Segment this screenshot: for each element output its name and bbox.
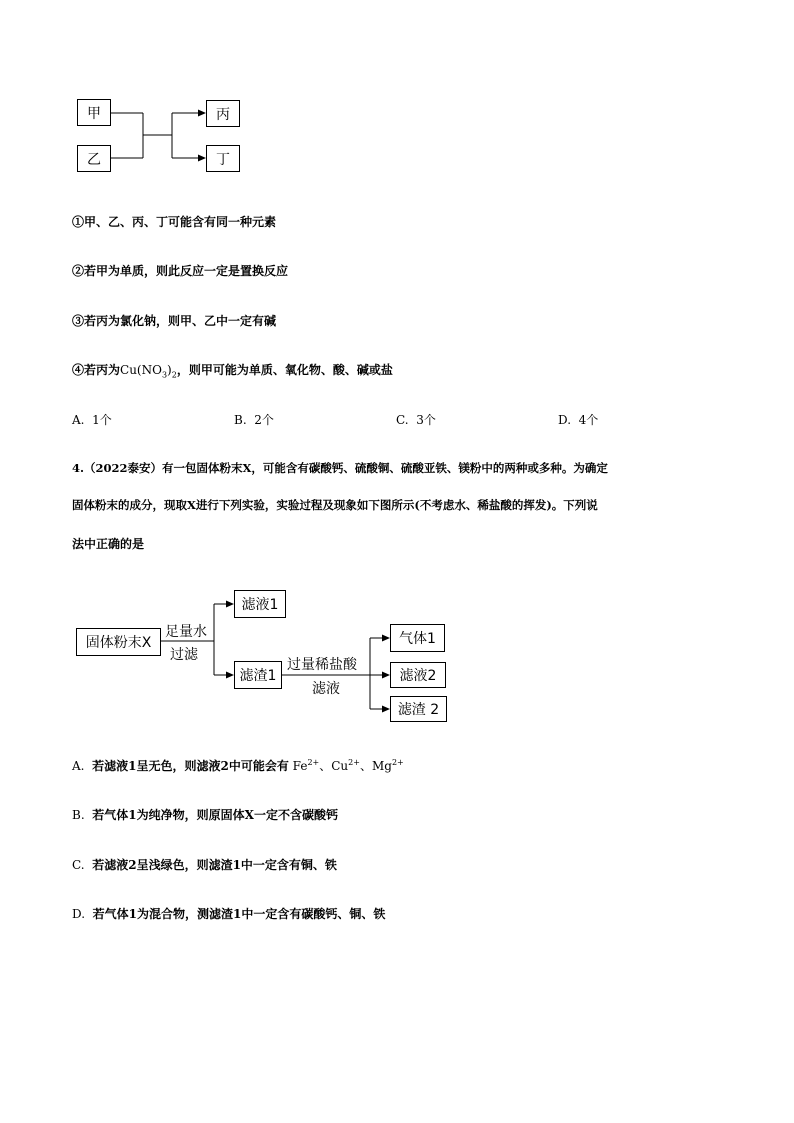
option-letter: B.	[234, 413, 247, 427]
box-filtrate-2: 滤液2	[390, 662, 446, 688]
answer-text: 若气体1为纯净物，则原固体X一定不含碳酸钙	[92, 808, 338, 822]
answer-letter: B.	[72, 808, 85, 822]
formula-sub: 3	[161, 370, 168, 380]
option-text: 3个	[416, 413, 436, 427]
statement-4-prefix: ④若丙为	[72, 363, 121, 377]
answer-b	[72, 806, 338, 823]
separator: 、	[359, 759, 372, 773]
statement-3: ③若丙为氯化钠，则甲、乙中一定有碱	[72, 314, 277, 328]
option-text: 2个	[254, 413, 274, 427]
answer-text: 若滤液2呈浅绿色，则滤渣1中一定含有铜、铁	[92, 858, 337, 872]
box-gas-1: 气体1	[390, 624, 445, 652]
option-letter: A.	[72, 413, 85, 427]
box-residue-2: 滤渣 2	[390, 696, 447, 722]
answer-letter: D.	[72, 907, 86, 921]
separator: 、	[319, 759, 332, 773]
question-4-line-2: 固体粉末的成分，现取X进行下列实验，实验过程及现象如下图所示(不考虑水、稀盐酸的挥发)。下列说	[72, 498, 598, 512]
box-jia: 甲	[77, 99, 111, 126]
box-solid-powder-x: 固体粉末X	[76, 628, 161, 656]
formula-part: Cu(NO	[120, 363, 162, 377]
option-text: 1个	[92, 413, 112, 427]
ion-cu	[331, 759, 360, 773]
answer-letter: C.	[72, 858, 85, 872]
statement-4-rest: ，则甲可能为单质、氧化物、酸、碱或盐	[176, 363, 393, 377]
box-yi: 乙	[77, 145, 111, 172]
formula-sub: 2	[171, 370, 177, 380]
answer-d	[72, 905, 385, 922]
label-filter: 过滤	[170, 647, 198, 663]
ion-fe	[293, 759, 320, 773]
box-bing: 丙	[206, 100, 240, 127]
option-letter: C.	[396, 413, 409, 427]
option-letter: D.	[558, 413, 572, 427]
option-text: 4个	[578, 413, 599, 427]
statement-1: ①甲、乙、丙、丁可能含有同一种元素	[72, 215, 277, 229]
label-sufficient-water: 足量水	[165, 624, 207, 640]
question-4-line-1: 4.（2022泰安）有一包固体粉末X，可能含有碳酸钙、硫酸铜、硫酸亚铁、镁粉中的两种或多种。为确定	[72, 461, 608, 475]
ion-symbol: Mg	[371, 759, 392, 773]
ion-charge: 2+	[307, 758, 320, 767]
label-excess-hcl: 过量稀盐酸	[287, 657, 357, 673]
ion-symbol: Cu	[331, 759, 349, 773]
box-ding: 丁	[206, 145, 240, 172]
question-4-line-3: 法中正确的是	[72, 537, 145, 551]
statement-2: ②若甲为单质，则此反应一定是置换反应	[72, 264, 289, 278]
answer-c	[72, 856, 337, 873]
ion-charge: 2+	[391, 758, 404, 767]
answer-text: 若滤液1呈无色，则滤液2中可能会有	[92, 759, 289, 773]
ion-mg	[372, 759, 404, 773]
answer-text: 若气体1为混合物，测滤渣1中一定含有碳酸钙、铜、铁	[92, 907, 386, 921]
box-residue-1: 滤渣1	[234, 661, 282, 689]
ion-symbol: Fe	[292, 759, 308, 773]
formula-close: )	[167, 363, 172, 377]
ion-charge: 2+	[348, 758, 360, 767]
label-liquid: 滤液	[312, 681, 340, 697]
box-filtrate-1: 滤液1	[234, 590, 286, 618]
answer-letter: A.	[72, 759, 85, 773]
answer-a	[72, 757, 404, 774]
